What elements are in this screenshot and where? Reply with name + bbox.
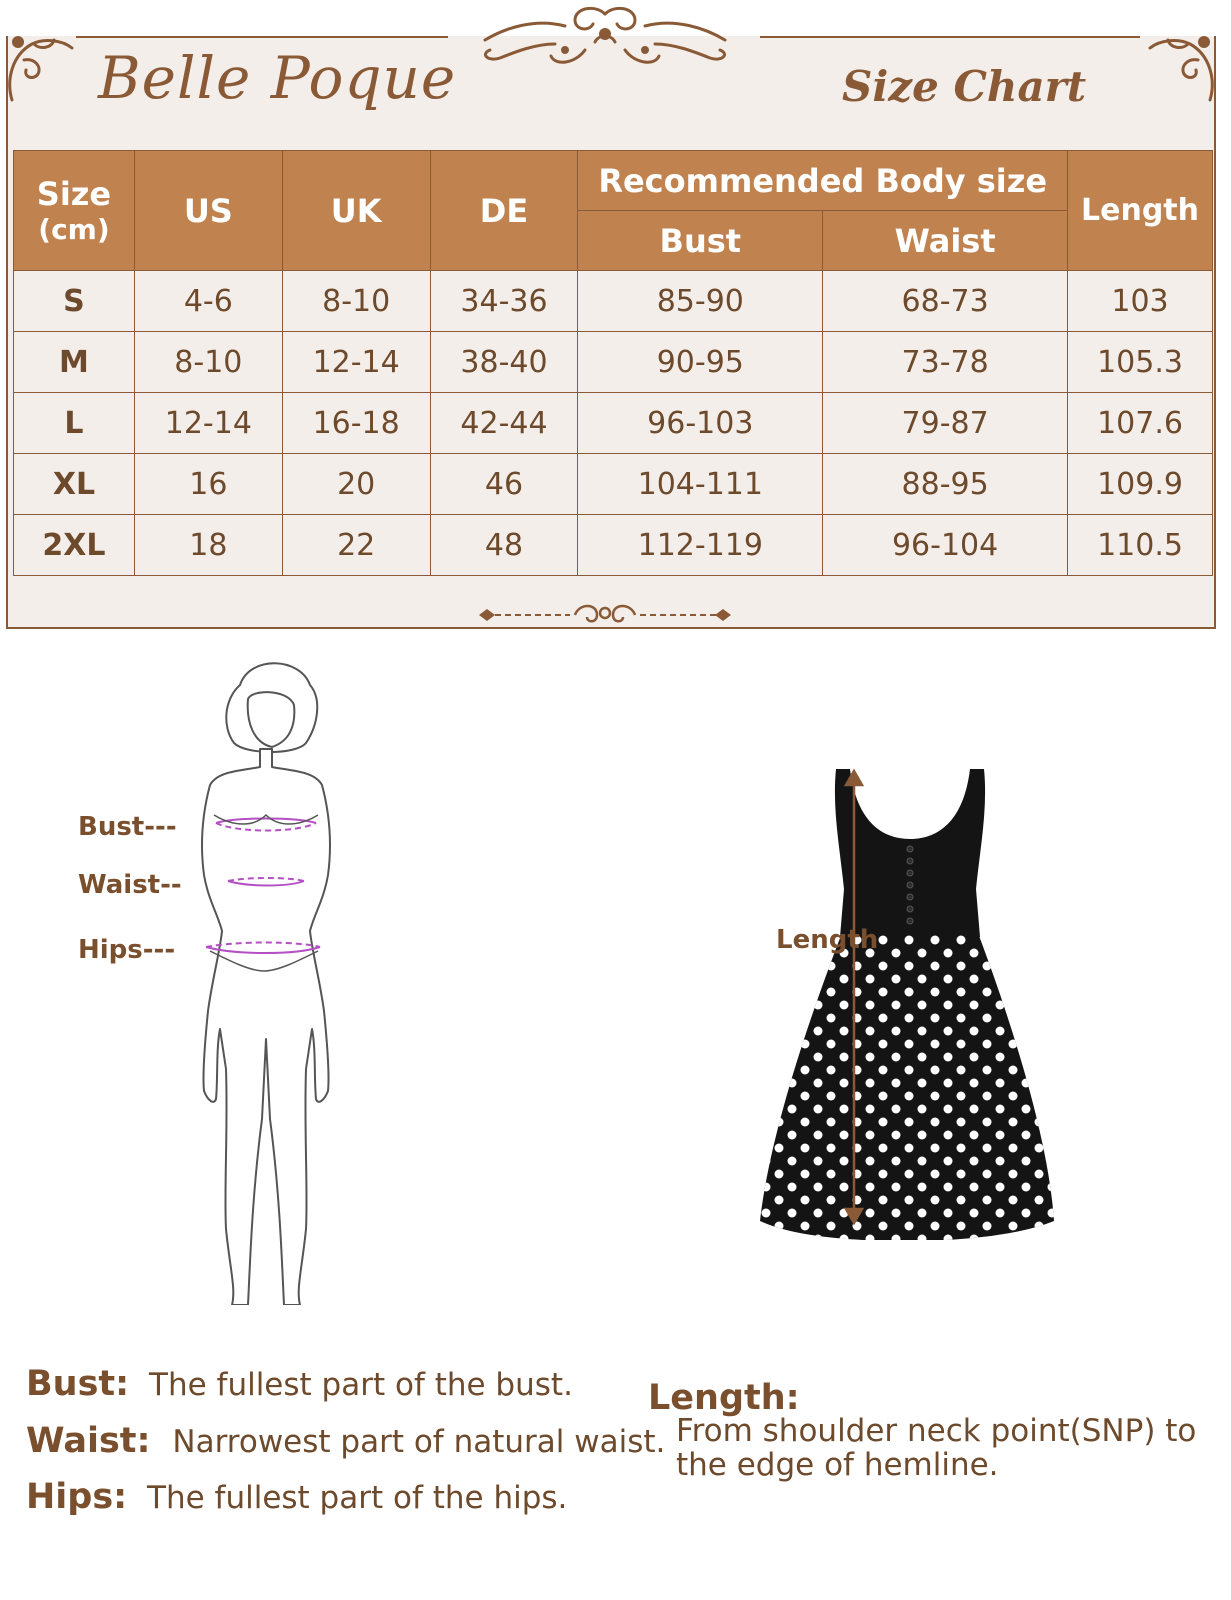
uk-cell: 20 (282, 454, 430, 515)
table-row (14, 393, 1213, 454)
chart-title: Size Chart (842, 62, 1087, 111)
polka-dot-dress-illustration (760, 765, 1060, 1240)
size-header-label: Size (36, 175, 112, 213)
de-header: DE (430, 151, 578, 271)
bust-definition-text: The fullest part of the bust. (149, 1367, 573, 1403)
de-cell: 42-44 (430, 393, 578, 454)
bottom-divider-ornament (475, 598, 735, 632)
waist-cell: 96-104 (823, 515, 1068, 576)
bust-header: Bust (578, 211, 823, 271)
waist-cell: 68-73 (823, 271, 1068, 332)
us-cell: 4-6 (134, 271, 282, 332)
de-cell: 34-36 (430, 271, 578, 332)
table-row (14, 454, 1213, 515)
de-cell: 46 (430, 454, 578, 515)
size-cell: M (14, 332, 135, 393)
body-figure-illustration (170, 655, 360, 1305)
bust-definition (26, 1364, 573, 1404)
top-right-corner-ornament (1148, 30, 1218, 110)
de-cell: 38-40 (430, 332, 578, 393)
top-border-right (760, 36, 1140, 38)
uk-cell: 22 (282, 515, 430, 576)
length-figure-label: Length (776, 925, 879, 955)
waist-cell: 73-78 (823, 332, 1068, 393)
top-left-corner-ornament (4, 30, 74, 110)
top-center-ornament (445, 4, 765, 76)
bust-cell: 104-111 (578, 454, 823, 515)
hips-figure-label: Hips--- (78, 935, 176, 965)
size-cell: 2XL (14, 515, 135, 576)
bust-figure-label: Bust--- (78, 812, 177, 842)
size-header (14, 151, 135, 271)
size-cell: XL (14, 454, 135, 515)
length-header: Length (1068, 151, 1213, 271)
waist-cell: 79-87 (823, 393, 1068, 454)
uk-header: UK (282, 151, 430, 271)
us-cell: 8-10 (134, 332, 282, 393)
brand-logo: Belle Poque (98, 44, 457, 112)
waist-definition (26, 1421, 665, 1461)
us-header: US (134, 151, 282, 271)
length-definition (648, 1378, 800, 1418)
length-cell: 109.9 (1068, 454, 1213, 515)
length-cell: 103 (1068, 271, 1213, 332)
size-cell: L (14, 393, 135, 454)
bust-cell: 85-90 (578, 271, 823, 332)
table-row (14, 515, 1213, 576)
length-definition-text (676, 1414, 1196, 1482)
us-cell: 18 (134, 515, 282, 576)
bust-cell: 90-95 (578, 332, 823, 393)
top-border-left (76, 36, 448, 38)
bust-definition-term: Bust: (26, 1364, 130, 1404)
bust-cell: 112-119 (578, 515, 823, 576)
body-size-group-header: Recommended Body size (578, 151, 1068, 211)
us-cell: 12-14 (134, 393, 282, 454)
uk-cell: 12-14 (282, 332, 430, 393)
hips-definition (26, 1477, 567, 1517)
length-cell: 107.6 (1068, 393, 1213, 454)
waist-definition-text: Narrowest part of natural waist. (172, 1424, 666, 1460)
length-definition-term: Length: (648, 1378, 800, 1418)
bust-cell: 96-103 (578, 393, 823, 454)
length-definition-line-1: From shoulder neck point(SNP) to (676, 1413, 1197, 1449)
us-cell: 16 (134, 454, 282, 515)
size-header-unit: (cm) (38, 213, 110, 246)
uk-cell: 8-10 (282, 271, 430, 332)
table-row (14, 271, 1213, 332)
table-row (14, 332, 1213, 393)
length-cell: 110.5 (1068, 515, 1213, 576)
length-definition-line-2: the edge of hemline. (676, 1447, 999, 1483)
size-cell: S (14, 271, 135, 332)
uk-cell: 16-18 (282, 393, 430, 454)
waist-cell: 88-95 (823, 454, 1068, 515)
de-cell: 48 (430, 515, 578, 576)
size-table (13, 150, 1213, 576)
waist-header: Waist (823, 211, 1068, 271)
hips-definition-term: Hips: (26, 1477, 128, 1517)
hips-definition-text: The fullest part of the hips. (147, 1480, 568, 1516)
waist-definition-term: Waist: (26, 1421, 151, 1461)
waist-figure-label: Waist-- (78, 870, 182, 900)
length-cell: 105.3 (1068, 332, 1213, 393)
